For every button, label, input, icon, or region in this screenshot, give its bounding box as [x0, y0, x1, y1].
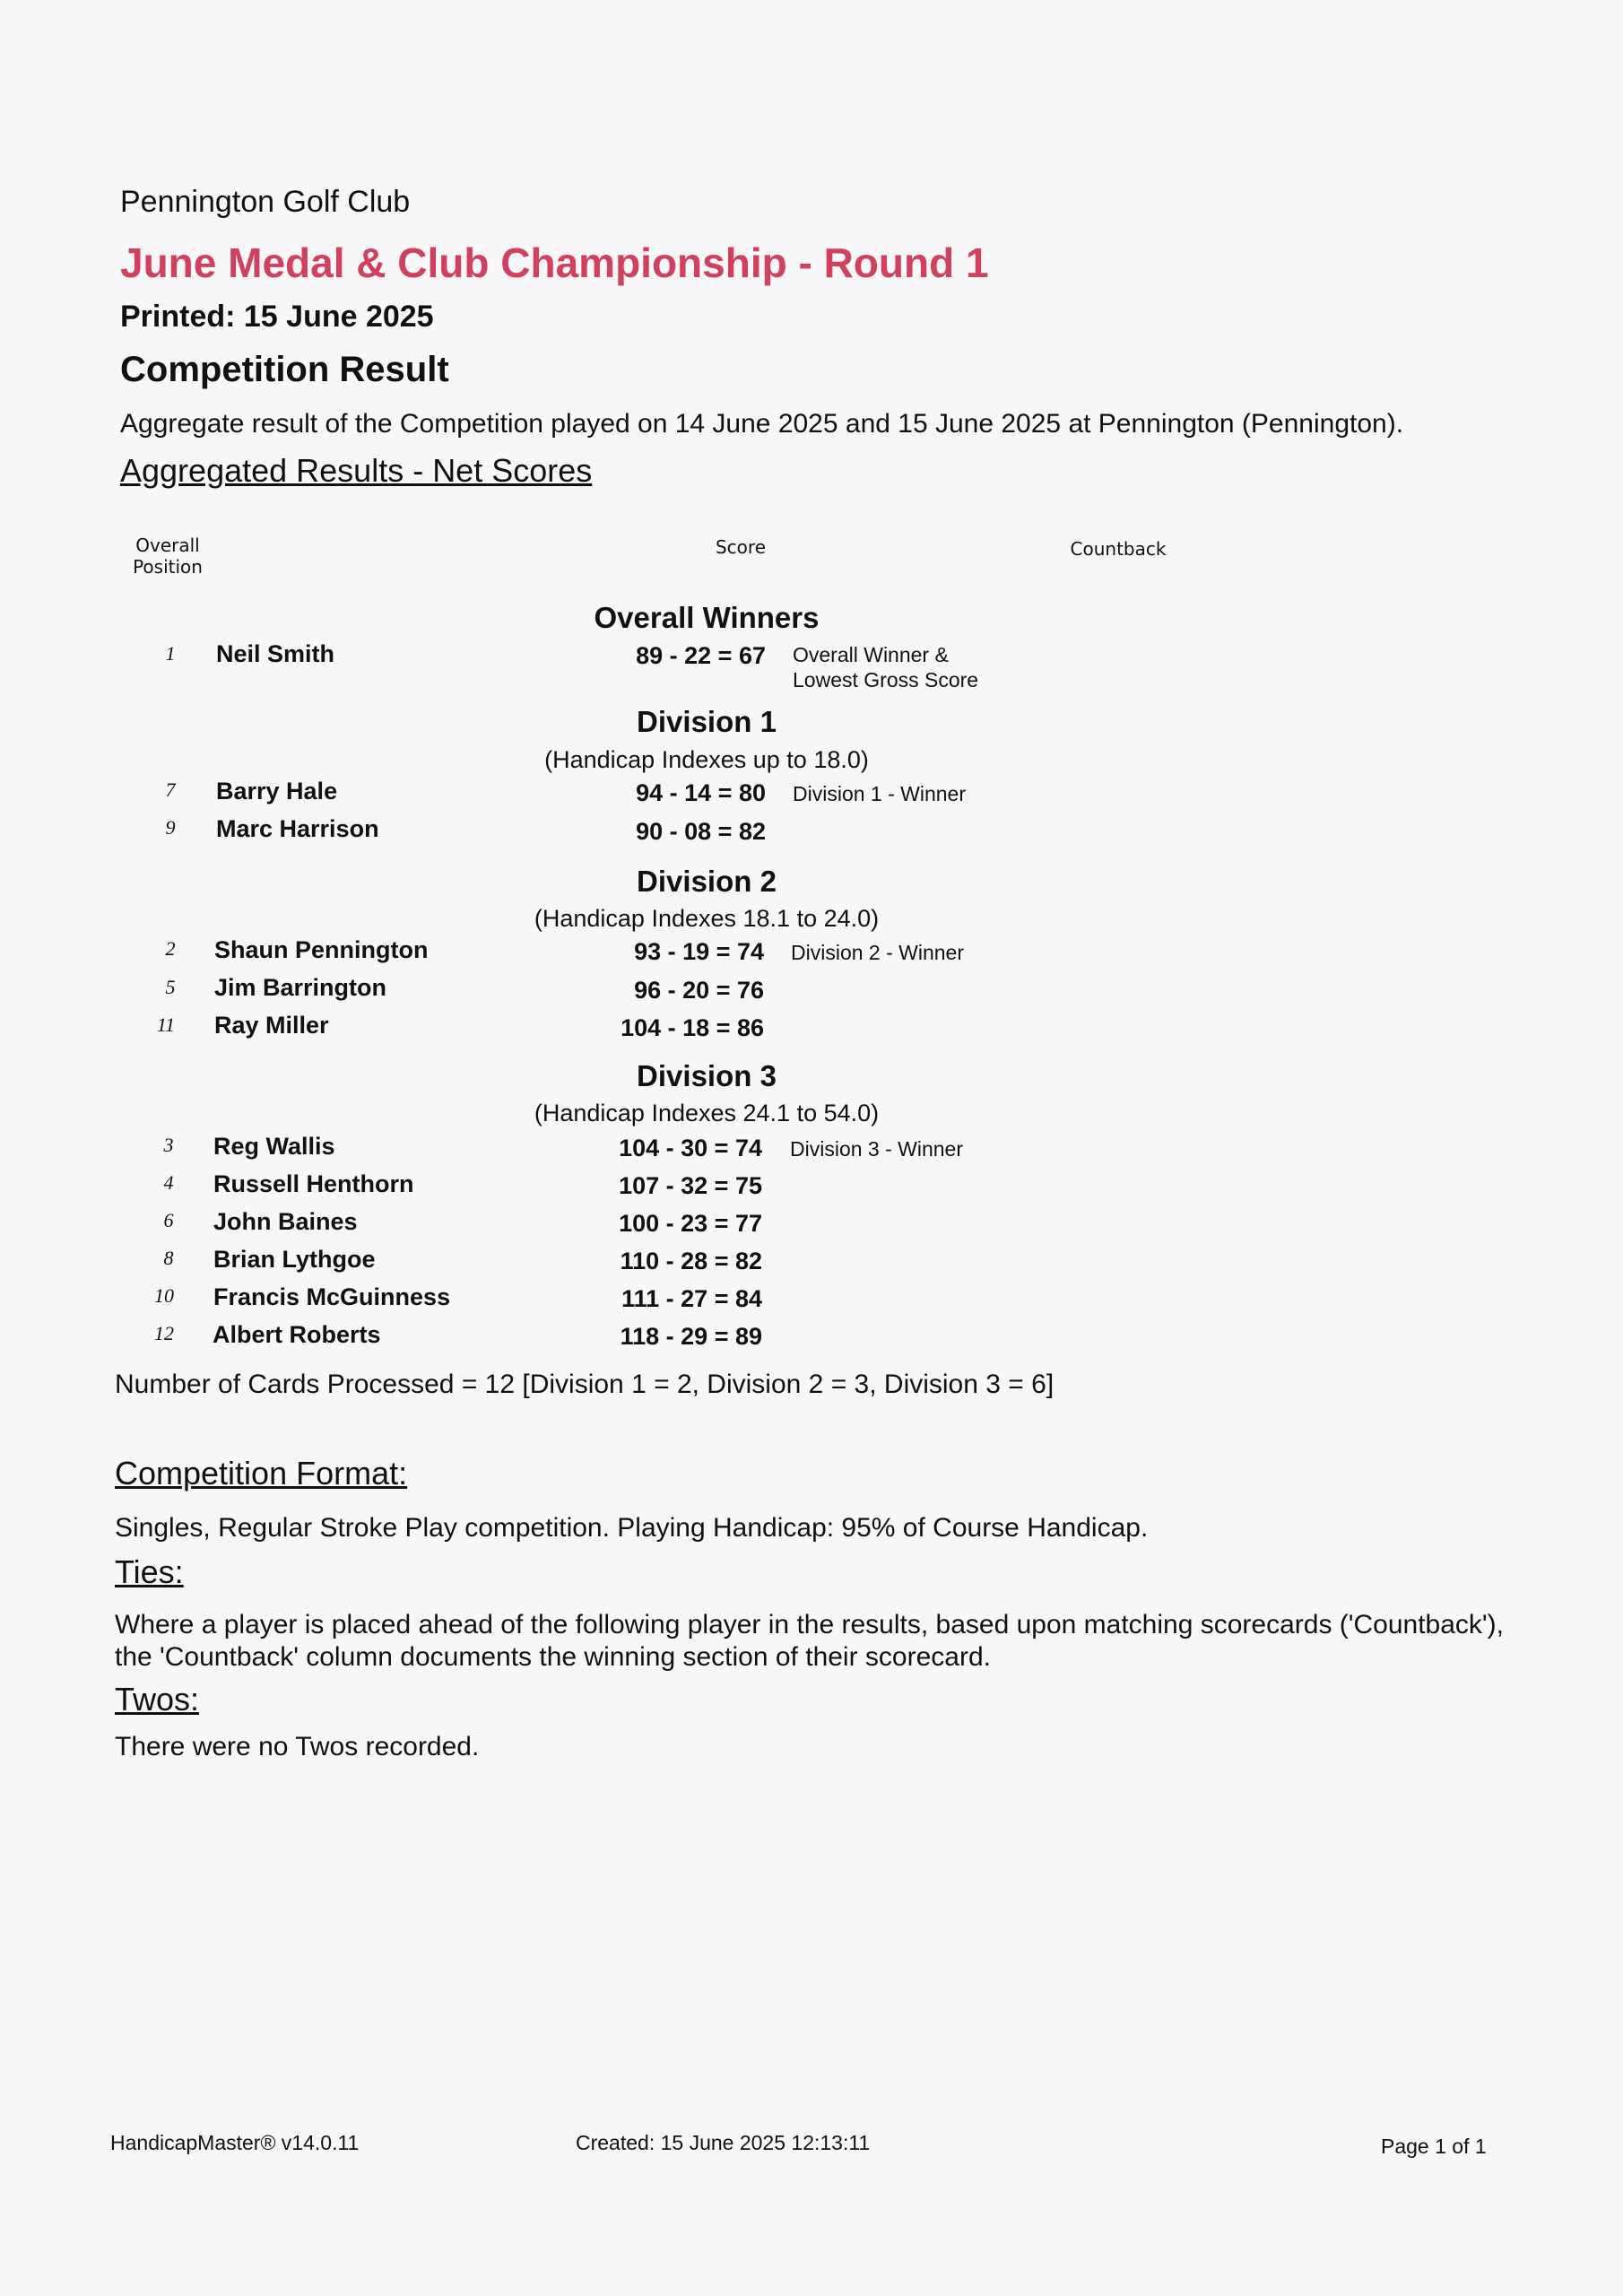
countback-note: Division 1 - Winner — [793, 782, 966, 805]
player-name: Reg Wallis — [213, 1133, 335, 1160]
player-score: 110 - 28 = 82 — [620, 1248, 762, 1274]
column-header-score: Score — [715, 536, 766, 558]
result-position: 11 — [156, 1013, 176, 1036]
player-score: 107 - 32 = 75 — [619, 1172, 762, 1199]
column-header-countback: Countback — [1070, 538, 1167, 560]
result-position: 4 — [163, 1171, 174, 1194]
player-name: Jim Barrington — [214, 974, 387, 1001]
player-name: Barry Hale — [216, 778, 338, 804]
player-name: Albert Roberts — [213, 1321, 381, 1348]
aggregate-description: Aggregate result of the Competition played on 14 June 2025 and 15 June 2025 at Pennington (Pennington). — [120, 409, 1404, 439]
result-position: 2 — [165, 937, 176, 960]
player-score: 94 - 14 = 80 — [636, 779, 766, 806]
player-name: Neil Smith — [216, 640, 335, 667]
player-score: 96 - 20 = 76 — [634, 977, 764, 1004]
result-position: 3 — [163, 1134, 174, 1156]
footer-page-number: Page 1 of 1 — [1381, 2135, 1487, 2158]
countback-note: Division 3 - Winner — [790, 1137, 963, 1161]
result-position: 6 — [163, 1209, 174, 1231]
player-name: Shaun Pennington — [214, 936, 429, 963]
format-text: Singles, Regular Stroke Play competition. Playing Handicap: 95% of Course Handicap. — [115, 1513, 1149, 1543]
group-title-division-2: Division 2 — [637, 865, 777, 898]
group-subtitle-division-3: (Handicap Indexes 24.1 to 54.0) — [534, 1100, 880, 1126]
group-title-division-1: Division 1 — [637, 705, 777, 738]
competition-title: June Medal & Club Championship - Round 1 — [120, 239, 989, 286]
countback-note: Overall Winner & Lowest Gross Score — [793, 643, 979, 691]
result-position: 8 — [163, 1247, 174, 1269]
group-subtitle-division-1: (Handicap Indexes up to 18.0) — [544, 746, 869, 773]
column-header-position: Overall Position — [133, 535, 203, 578]
result-position: 12 — [154, 1322, 174, 1344]
club-name: Pennington Golf Club — [120, 185, 411, 219]
player-name: Brian Lythgoe — [213, 1246, 376, 1273]
player-score: 90 - 08 = 82 — [636, 818, 766, 845]
ties-text: Where a player is placed ahead of the following player in the results, based upon matching scorecards ('Countback'), the 'Countback' column documents the winning section of their scorecard. — [115, 1610, 1504, 1672]
player-score: 100 - 23 = 77 — [619, 1210, 762, 1237]
group-title-overall: Overall Winners — [594, 601, 820, 634]
result-position: 7 — [165, 778, 176, 801]
player-name: Francis McGuinness — [213, 1283, 451, 1310]
results-section-title: Aggregated Results - Net Scores — [120, 452, 593, 489]
result-heading: Competition Result — [120, 350, 449, 389]
result-position: 10 — [154, 1284, 174, 1307]
ties-title: Ties: — [115, 1553, 184, 1590]
group-subtitle-division-2: (Handicap Indexes 18.1 to 24.0) — [534, 905, 880, 932]
player-score: 111 - 27 = 84 — [621, 1285, 762, 1312]
cards-processed: Number of Cards Processed = 12 [Division 1 = 2, Division 2 = 3, Division 3 = 6] — [115, 1370, 1055, 1399]
player-name: John Baines — [213, 1208, 358, 1235]
footer-software-version: HandicapMaster® v14.0.11 — [110, 2131, 360, 2154]
player-name: Marc Harrison — [216, 815, 379, 842]
player-name: Russell Henthorn — [213, 1170, 414, 1197]
twos-title: Twos: — [115, 1681, 200, 1718]
player-score: 104 - 30 = 74 — [619, 1135, 762, 1161]
countback-note: Division 2 - Winner — [791, 941, 964, 964]
player-score: 89 - 22 = 67 — [636, 642, 766, 669]
result-position: 1 — [165, 642, 176, 665]
twos-text: There were no Twos recorded. — [115, 1732, 480, 1761]
group-title-division-3: Division 3 — [637, 1059, 777, 1092]
player-score: 104 - 18 = 86 — [621, 1014, 764, 1041]
format-title: Competition Format: — [115, 1455, 408, 1492]
result-position: 5 — [165, 976, 176, 998]
player-score: 93 - 19 = 74 — [634, 938, 764, 965]
result-position: 9 — [165, 816, 176, 839]
player-name: Ray Miller — [214, 1012, 329, 1039]
player-score: 118 - 29 = 89 — [620, 1323, 762, 1350]
footer-created: Created: 15 June 2025 12:13:11 — [576, 2131, 871, 2154]
printed-date: Printed: 15 June 2025 — [120, 300, 434, 334]
